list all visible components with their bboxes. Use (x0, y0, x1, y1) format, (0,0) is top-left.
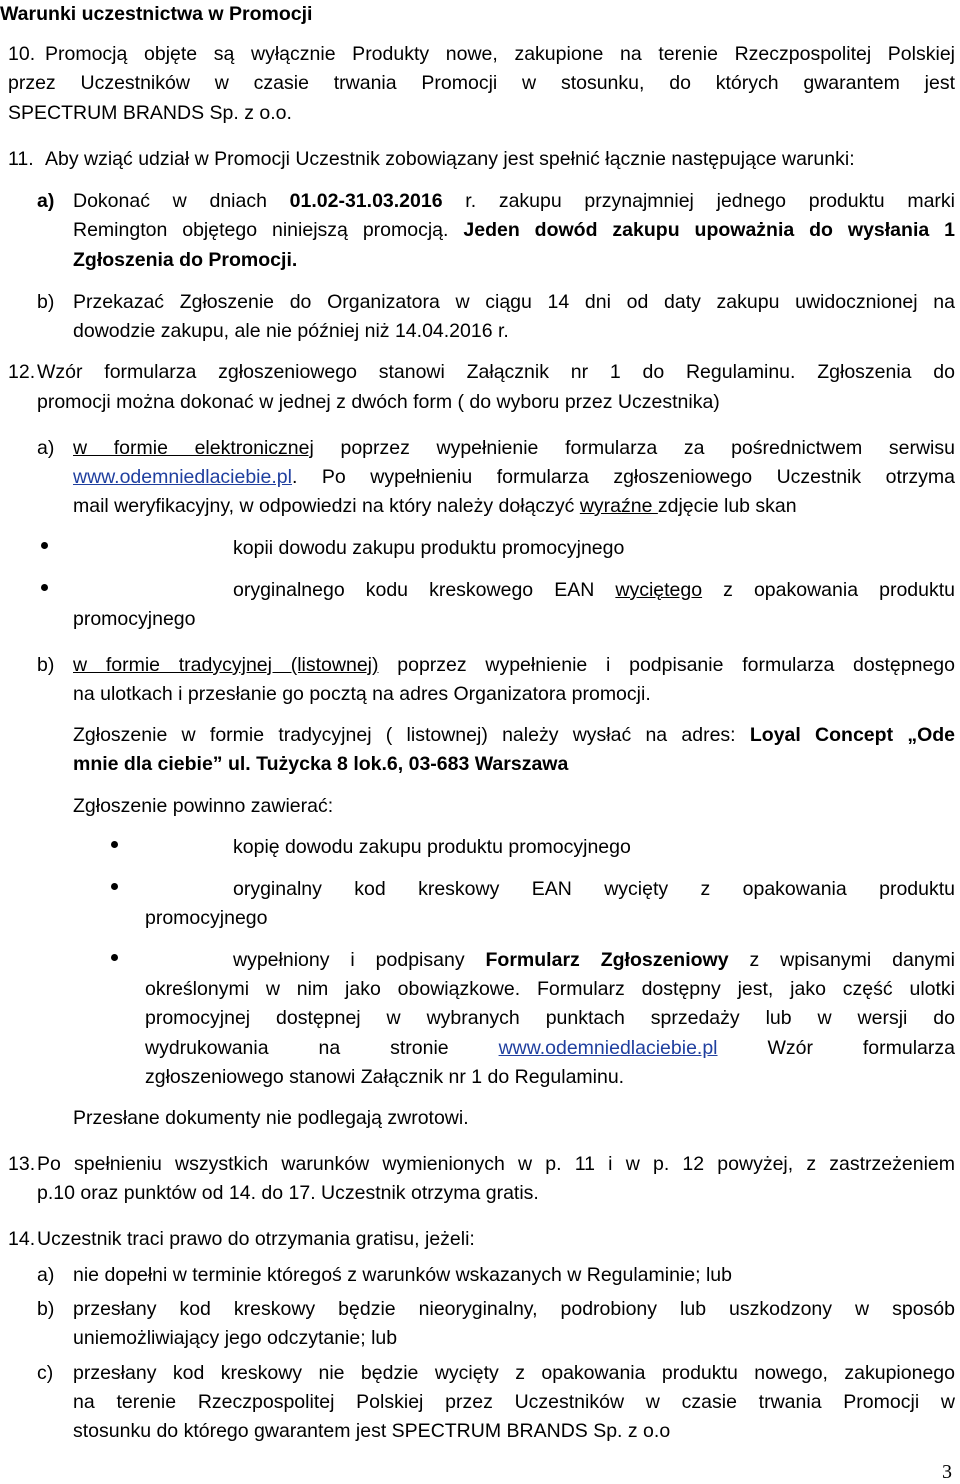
bullet-icon (111, 954, 118, 961)
p11-a-line1: Dokonać w dniach 01.02-31.03.2016 r. zakupu przynajmniej jednego produktu marki (73, 190, 955, 212)
p12-c-bullet3: wypełniony i podpisany Formularz Zgłoszeniowy z wpisanymi danymi (233, 949, 955, 971)
p12-c-bullet2-cont: promocyjnego (145, 907, 268, 929)
p14-c-line3: stosunku do którego gwarantem jest SPECTRUM BRANDS Sp. z o.o (73, 1420, 671, 1442)
p11-a-line3: Zgłoszenia do Promocji. (73, 249, 298, 271)
p14-line1: Uczestnik traci prawo do otrzymania gratisu, jeżeli: (37, 1228, 475, 1250)
bullet-icon (41, 542, 48, 549)
p12-c-bullet1: kopię dowodu zakupu produktu promocyjnego (233, 836, 631, 858)
p14-c-marker: c) (37, 1362, 54, 1384)
p14-c-line1: przesłany kod kreskowy nie będzie wycięty z opakowania produktu nowego, zakupionego (73, 1362, 955, 1384)
p12-address-line2: mnie dla ciebie” ul. Tużycka 8 lok.6, 03-683 Warszawa (73, 753, 569, 775)
p12-c-b3-line2: określonymi w nim jako obowiązkowe. Formularz dostępny jest, jako część ulotki (145, 978, 955, 1000)
p12-c-b3-line4: wydrukowania na stronie www.odemniedlaciebie.pl Wzór formularza (145, 1037, 955, 1059)
p14-b-line2: uniemożliwiający jego odczytanie; lub (73, 1327, 398, 1349)
bullet-icon (111, 841, 118, 848)
p13-line1: Po spełnieniu wszystkich warunków wymienionych w p. 11 i w p. 12 powyżej, z zastrzeżeniem (37, 1153, 955, 1175)
p12-bullet2-cont: promocyjnego (73, 608, 196, 630)
p12-a-line1: w formie elektronicznej poprzez wypełnienie formularza za pośrednictwem serwisu (73, 437, 955, 459)
bullet-icon (41, 584, 48, 591)
p12-c-bullet2: oryginalny kod kreskowy EAN wycięty z opakowania produktu (233, 878, 955, 900)
p12-c-b3-line5: zgłoszeniowego stanowi Załącznik nr 1 do Regulaminu. (145, 1066, 625, 1088)
p12-bullet2: oryginalnego kodu kreskowego EAN wyciętego z opakowania produktu (233, 579, 955, 601)
p11-b-line1: Przekazać Zgłoszenie do Organizatora w ciągu 14 dni od daty zakupu uwidocznionej na (73, 291, 955, 313)
p11-number: 11. (8, 148, 34, 170)
p14-b-line1: przesłany kod kreskowy będzie nieoryginalny, podrobiony lub uszkodzony w sposób (73, 1298, 955, 1320)
p13-line2: p.10 oraz punktów od 14. do 17. Uczestnik otrzyma gratis. (37, 1182, 539, 1204)
p10-line2: przez Uczestników w czasie trwania Promocji w stosunku, do których gwarantem jest (8, 72, 955, 94)
p12-b-line1: w formie tradycyjnej (listownej) poprzez wypełnienie i podpisanie formularza dostępnego (73, 654, 955, 676)
p12-no-return: Przesłane dokumenty nie podlegają zwrotowi. (73, 1107, 469, 1129)
odemniedlaciebie-link[interactable]: www.odemniedlaciebie.pl (73, 466, 292, 488)
p12-bullet1: kopii dowodu zakupu produktu promocyjnego (233, 537, 625, 559)
p12-c-b3-line3: promocyjnej dostępnej w wybranych punktach sprzedaży lub w wersji do (145, 1007, 955, 1029)
p10-line1: Promocją objęte są wyłącznie Produkty nowe, zakupione na terenie Rzeczpospolitej Polskiej (45, 43, 955, 65)
p14-a-marker: a) (37, 1264, 55, 1286)
p11-b-marker: b) (37, 291, 55, 313)
p14-b-marker: b) (37, 1298, 55, 1320)
p12-line1: Wzór formularza zgłoszeniowego stanowi Załącznik nr 1 do Regulaminu. Zgłoszenia do (37, 361, 955, 383)
p12-a-marker: a) (37, 437, 55, 459)
odemniedlaciebie-link-2[interactable]: www.odemniedlaciebie.pl (498, 1037, 718, 1059)
p11-intro: Aby wziąć udział w Promocji Uczestnik zobowiązany jest spełnić łącznie następujące warunki: (45, 148, 855, 170)
section-title: Warunki uczestnictwa w Promocji (0, 3, 313, 25)
p12-line2: promocji można dokonać w jednej z dwóch form ( do wyboru przez Uczestnika) (37, 391, 720, 413)
page-number: 3 (942, 1461, 952, 1483)
p12-contain: Zgłoszenie powinno zawierać: (73, 795, 334, 817)
p10-line3: SPECTRUM BRANDS Sp. z o.o. (8, 102, 292, 124)
p14-number: 14. (8, 1228, 36, 1250)
p12-b-line2: na ulotkach i przesłanie go pocztą na adres Organizatora promocji. (73, 683, 651, 705)
p12-number: 12. (8, 361, 36, 383)
p12-a-line2: www.odemniedlaciebie.pl. Po wypełnieniu formularza zgłoszeniowego Uczestnik otrzyma (73, 466, 955, 488)
p11-a-marker: a) (37, 190, 55, 212)
p13-number: 13. (8, 1153, 36, 1175)
p10-number: 10. (8, 43, 36, 65)
p12-b-marker: b) (37, 654, 55, 676)
p14-a: nie dopełni w terminie któregoś z warunków wskazanych w Regulaminie; lub (73, 1264, 732, 1286)
p14-c-line2: na terenie Rzeczpospolitej Polskiej przez Uczestników w czasie trwania Promocji w (73, 1391, 955, 1413)
bullet-icon (111, 883, 118, 890)
p11-b-line2: dowodzie zakupu, ale nie później niż 14.04.2016 r. (73, 320, 509, 342)
p12-a-line3: mail weryfikacyjny, w odpowiedzi na który należy dołączyć wyraźne zdjęcie lub skan (73, 495, 797, 517)
p11-a-line2: Remington objętego niniejszą promocją. Jeden dowód zakupu upoważnia do wysłania 1 (73, 219, 955, 241)
p12-address-line1: Zgłoszenie w formie tradycyjnej ( listownej) należy wysłać na adres: Loyal Concept „Ode (73, 724, 955, 746)
